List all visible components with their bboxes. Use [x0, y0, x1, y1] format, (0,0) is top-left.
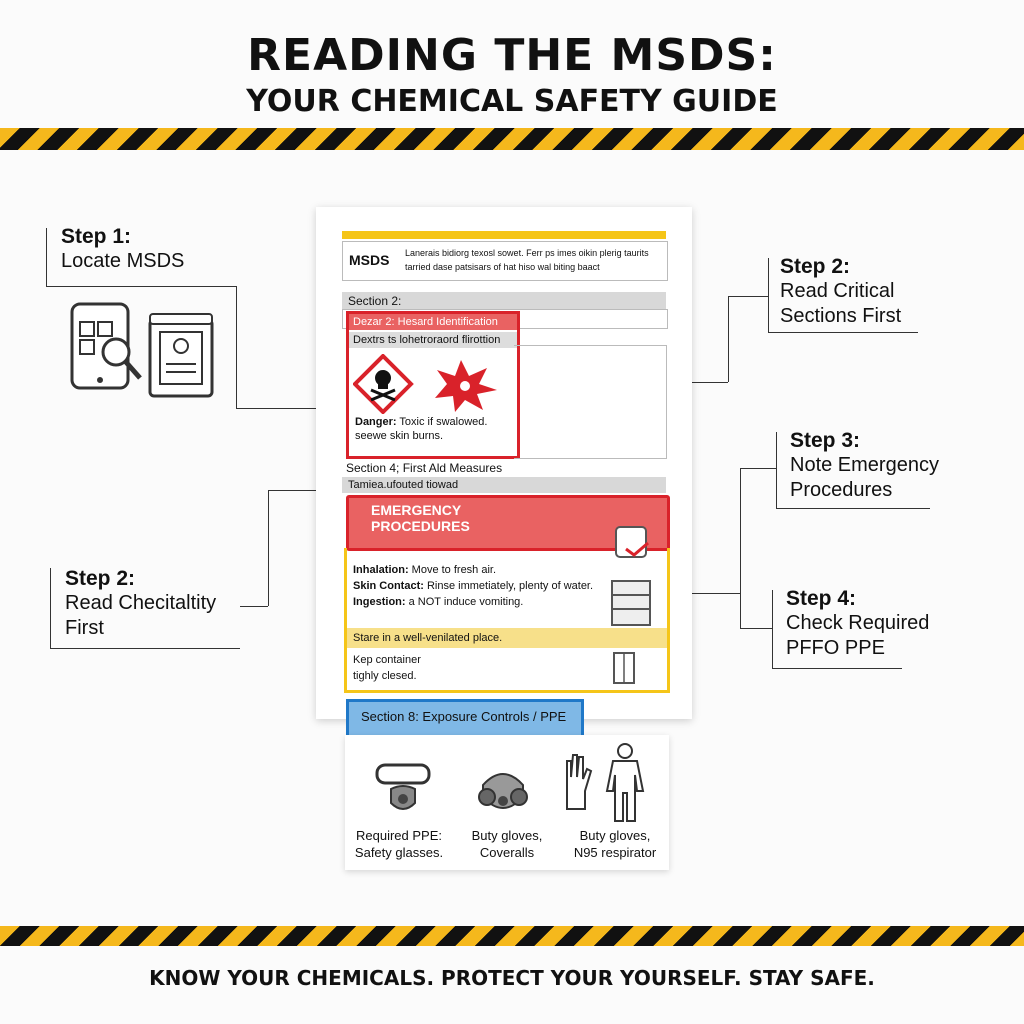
doc-header-line1: Lanerais bidiorg texosl sowet. Ferr ps imes oikin plerig taurits: [405, 248, 649, 258]
step-2-right-callout: [780, 254, 901, 329]
keep-container-line1: Kep container: [353, 654, 421, 666]
hazard-stripe-top: [0, 128, 1024, 150]
ppe-panel: [345, 735, 669, 870]
hazard-title: Dezar 2: Hesard Identification: [349, 314, 517, 330]
danger-label: Danger:: [355, 416, 397, 428]
phone-qr-icon: [66, 300, 216, 400]
inhalation-value: Move to fresh air.: [408, 564, 497, 576]
step-2-right-underline: [768, 332, 918, 333]
ppe-item-3-line1: Buty gloves,: [579, 828, 651, 843]
emergency-line1: EMERGENCY: [371, 502, 462, 518]
ppe-item-1-line1: Required PPE:: [356, 828, 442, 843]
gloves-coveralls-icon: [561, 741, 651, 825]
doc-header-box: [342, 241, 668, 281]
skull-crossbones-icon: [355, 356, 411, 412]
ppe-item-3-line2: N95 respirator: [573, 845, 657, 860]
step-3-4-connector-v: [740, 468, 741, 628]
inhalation-label: Inhalation:: [353, 564, 409, 576]
step-2-right-label: Step 2:: [780, 255, 851, 278]
ppe-item-2-line2: Coveralls: [479, 845, 535, 860]
msds-document: [316, 207, 692, 719]
keep-container-line2: tighly clesed.: [353, 670, 417, 682]
step-2-left-connector-v: [268, 490, 269, 606]
step-2-left-line1: Read Checitaltity: [65, 592, 217, 614]
step-3-bracket: [776, 432, 777, 508]
ingestion-value: a NOT induce vomiting.: [405, 596, 524, 608]
step-2-left-line2: First: [65, 617, 104, 639]
doc-header-line2: tarried dase patsisars of hat hiso wal biting baact: [405, 262, 600, 272]
step-4-line2: PFFO PPE: [786, 637, 885, 659]
step-2-left-bracket: [50, 568, 51, 648]
step-2-left-callout: [65, 566, 216, 641]
ingestion-label: Ingestion:: [353, 596, 406, 608]
step-2-right-connector-v: [728, 296, 729, 382]
ppe-item-1: [345, 827, 453, 861]
hazard-subtitle: Dextrs ts lohetroraord flirottion: [349, 332, 517, 348]
step-1-bracket: [46, 228, 47, 286]
first-aid-kit-icon: [608, 521, 660, 631]
ppe-item-3: [561, 827, 669, 861]
skin-contact-value: Rinse immetiately, plenty of water.: [423, 580, 594, 592]
step-3-underline: [776, 508, 930, 509]
step-4-connector: [740, 628, 772, 629]
storage-text: Stare in a well-venilated place.: [347, 628, 667, 648]
ppe-item-2-line1: Buty gloves,: [471, 828, 543, 843]
step-1-text: Locate MSDS: [61, 250, 185, 272]
section-8-title: Section 8: Exposure Controls / PPE: [361, 709, 567, 724]
section-4-bar: Tamiea.ufouted tiowad: [342, 477, 666, 493]
step-2-left-underline: [50, 648, 240, 649]
hazard-identification-box: [346, 311, 520, 459]
danger-statement: [349, 414, 517, 430]
section-2-bar: Section 2:: [342, 292, 666, 310]
step-3-line2: Procedures: [790, 479, 893, 501]
hazard-side-box: [514, 345, 667, 459]
msds-logo: MSDS: [349, 252, 390, 268]
step-1-connector: [46, 286, 236, 287]
main-title: READING THE MSDS:: [247, 30, 777, 81]
step-1-label: Step 1:: [61, 225, 132, 248]
subtitle: YOUR CHEMICAL SAFETY GUIDE: [246, 84, 778, 119]
step-4-underline: [772, 668, 902, 669]
goggles-respirator-icon: [373, 759, 433, 819]
ppe-item-1-line2: Safety glasses.: [354, 845, 444, 860]
step-3-line1: Note Emergency: [790, 454, 939, 476]
step-4-label: Step 4:: [786, 587, 857, 610]
hazard-stripe-bottom: [0, 926, 1024, 946]
step-2-right-bracket: [768, 258, 769, 332]
step-4-bracket: [772, 590, 773, 668]
step-4-line1: Check Required: [786, 612, 930, 634]
step-4-callout: [786, 586, 929, 661]
danger-line2: seewe skin burns.: [355, 430, 444, 442]
emergency-line2: PROCEDURES: [371, 518, 470, 534]
step-3-callout: [790, 428, 939, 503]
ppe-item-2: [453, 827, 561, 861]
explosion-icon: [435, 360, 497, 412]
footer-slogan: KNOW YOUR CHEMICALS. PROTECT YOUR YOURSELF. STAY SAFE.: [149, 966, 875, 990]
step-2-right-connector: [728, 296, 768, 297]
respirator-icon: [473, 761, 533, 821]
step-3-label: Step 3:: [790, 429, 861, 452]
doc-yellow-rule: [342, 231, 666, 239]
step-1-callout: [61, 224, 184, 274]
step-1-connector-v: [236, 286, 237, 408]
section-4-title: Section 4; First Ald Measures: [346, 461, 503, 475]
step-2-right-line2: Sections First: [780, 305, 902, 327]
danger-line1: Toxic if swalowed.: [396, 416, 488, 428]
step-2-right-line1: Read Critical: [780, 280, 895, 302]
step-3-connector: [740, 468, 776, 469]
step-2-left-label: Step 2:: [65, 567, 136, 590]
step-2-left-connector: [240, 606, 268, 607]
storage-cabinet-icon: [612, 651, 636, 685]
skin-contact-label: Skin Contact:: [353, 580, 424, 592]
ghs-pictograms: [353, 354, 513, 414]
